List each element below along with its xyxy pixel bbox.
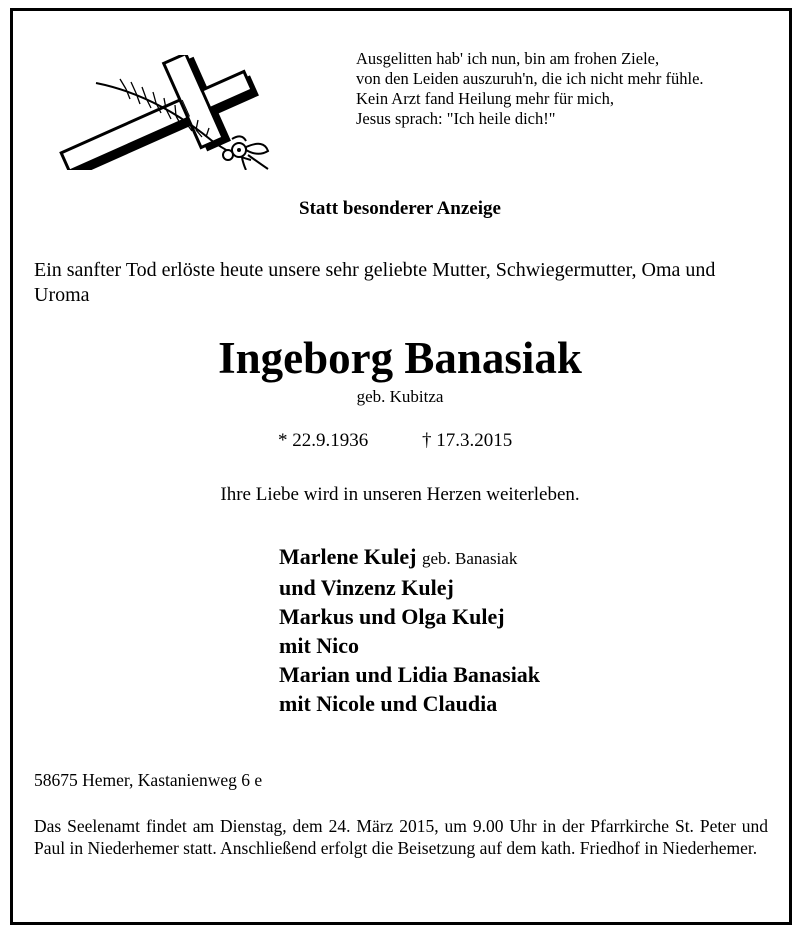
poem-line: Jesus sprach: "Ich heile dich!": [356, 109, 556, 128]
mourner-name: Marlene Kulej: [279, 544, 417, 569]
motto: Ihre Liebe wird in unseren Herzen weiterleben.: [220, 484, 580, 505]
death-date: † 17.3.2015: [422, 430, 513, 451]
address: 58675 Hemer, Kastanienweg 6 e: [34, 770, 263, 790]
mourner-line: [279, 542, 540, 573]
mourner-line: Marian und Lidia Banasiak: [279, 662, 541, 687]
service-info: Das Seelenamt findet am Dienstag, dem 24. März 2015, um 9.00 Uhr in der Pfarrkirche St. Peter und Paul in Niederhemer statt. Anschließend erfolgt die Beisetzung auf dem kath. Friedhof in Niederhemer.: [34, 816, 768, 858]
deceased-name: Ingeborg Banasiak: [218, 333, 582, 383]
birth-date: * 22.9.1936: [278, 430, 369, 451]
notice-subtitle: Statt besonderer Anzeige: [299, 198, 501, 219]
poem-line: Kein Arzt fand Heilung mehr für mich,: [356, 89, 614, 108]
poem-line: Ausgelitten hab' ich nun, bin am frohen Ziele,: [356, 49, 660, 68]
poem-line: von den Leiden auszuruh'n, die ich nicht mehr fühle.: [356, 69, 704, 88]
cross-icon: [36, 55, 286, 170]
mourner-line: Markus und Olga Kulej: [279, 604, 505, 629]
mourners-list: [279, 542, 540, 718]
mourner-birth-name: geb. Banasiak: [421, 549, 518, 568]
mourner-line: mit Nico: [279, 633, 360, 658]
mourner-line: und Vinzenz Kulej: [279, 575, 454, 600]
deceased-birth-name: geb. Kubitza: [356, 387, 444, 406]
poem: [356, 49, 704, 129]
mourner-line: mit Nicole und Claudia: [279, 691, 498, 716]
intro-text: Ein sanfter Tod erlöste heute unsere sehr geliebte Mutter, Schwiegermutter, Oma und Uroma: [34, 259, 716, 306]
